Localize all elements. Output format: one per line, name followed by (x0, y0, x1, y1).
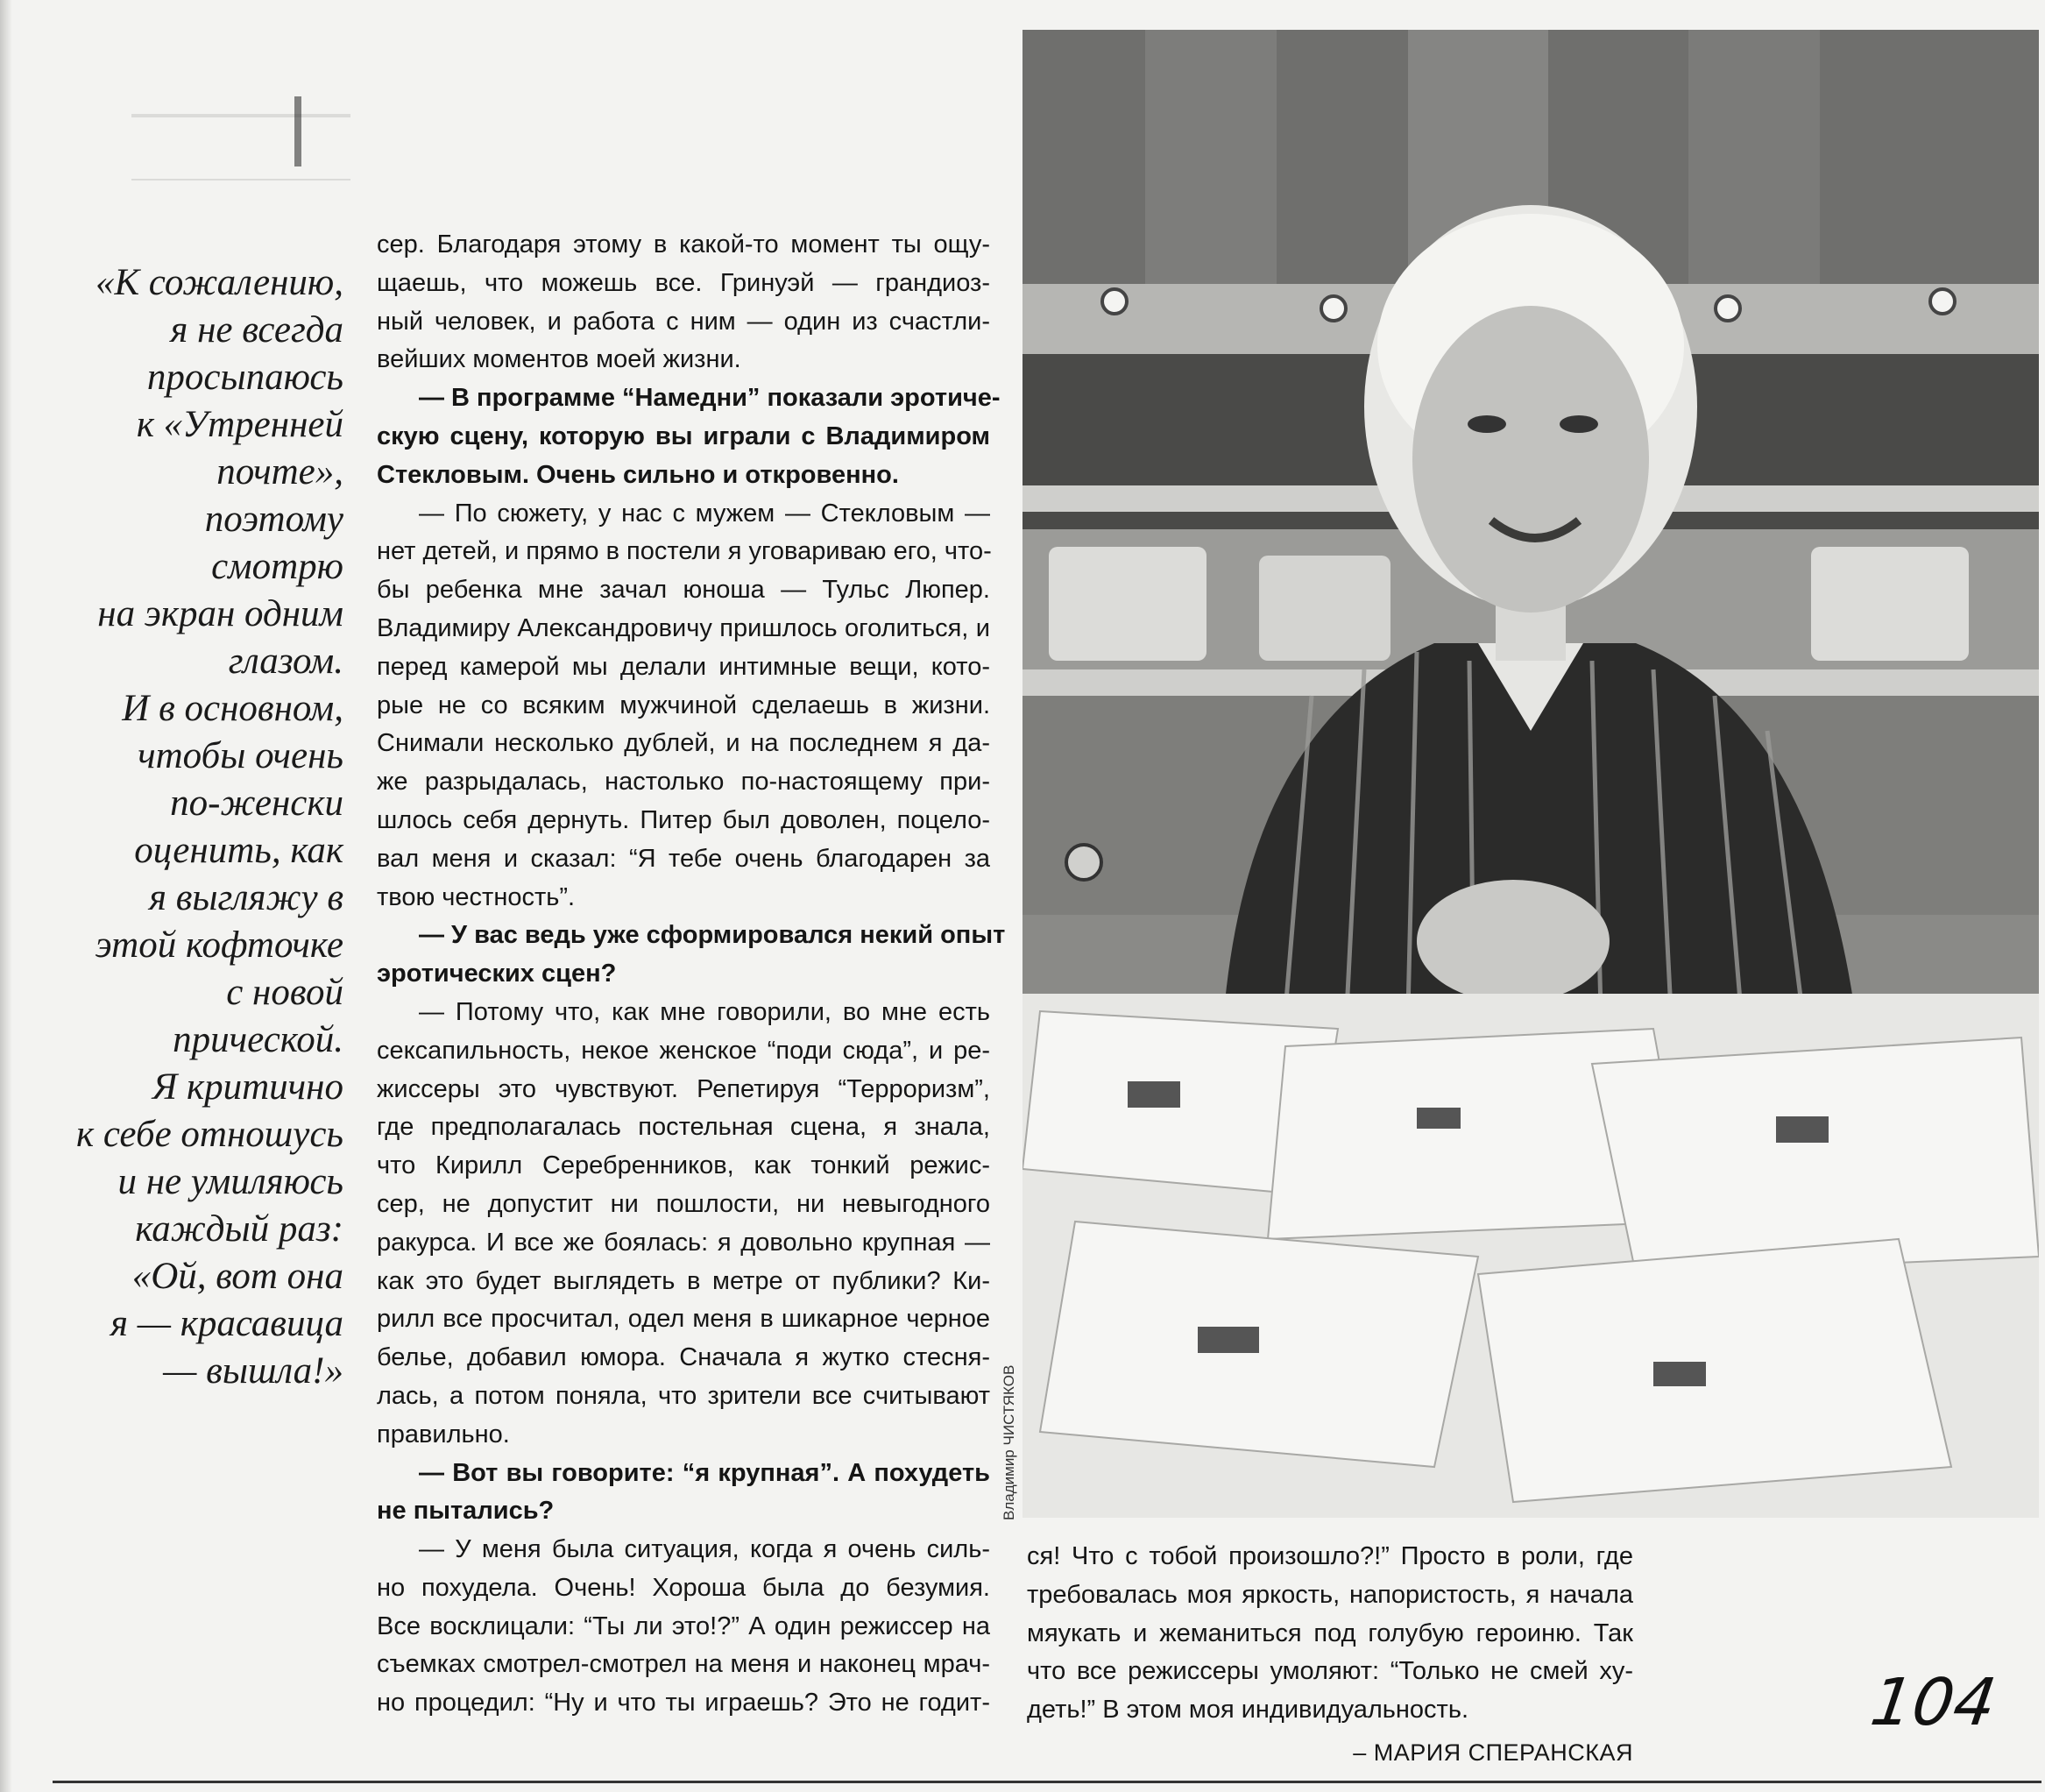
body-line: Снимали несколько дублей, и на последнем я да- (377, 729, 990, 758)
body-line: Все восклицали: “Ты ли это!?” А один режиссер на (377, 1611, 990, 1640)
body-line: сексапильность, некое женское “поди сюда”, и ре- (377, 1036, 990, 1065)
body-line: но похудела. Очень! Хороша была до безумия. (377, 1573, 990, 1602)
pull-quote-line: почте», (216, 451, 343, 492)
body-line: перед камерой мы делали интимные вещи, кото- (377, 652, 990, 681)
pull-quote-line: с новой (226, 972, 343, 1013)
pull-quote-line: к себе отношусь (76, 1114, 343, 1155)
pull-quote-line: поэтому (204, 499, 343, 540)
body-line: щаешь, что можешь все. Гринуэй — грандиоз- (377, 268, 990, 297)
body-line: что Кирилл Серебренников, как тонкий режис- (377, 1151, 990, 1180)
pull-quote-line: глазом. (228, 641, 343, 682)
body-line: ракурса. И все же боялась: я довольно крупная — (377, 1228, 990, 1257)
article-column-1 (377, 226, 1006, 1723)
body-line: бы ребенка мне зачал юноша — Тульс Люпер. (377, 576, 990, 605)
question-line: Стекловым. Очень сильно и откровенно. (377, 460, 899, 489)
question-line: — Вот вы говорите: “я крупная”. А похудеть (419, 1458, 990, 1487)
body-line: же разрыдалась, настолько по-настоящему при- (377, 768, 990, 797)
pull-quote-line: просыпаюсь (146, 357, 343, 398)
pull-quote-line: к «Утренней (136, 404, 343, 445)
body-line: нет детей, и прямо в постели я уговариваю его, что- (377, 537, 992, 566)
body-line: — По сюжету, у нас с мужем — Стекловым — (419, 499, 990, 528)
body-line: ный человек, и работа с ним — один из счастли- (377, 307, 990, 336)
question-line: скую сцену, которую вы играли с Владимиром (377, 421, 990, 450)
pull-quote-line: смотрю (211, 546, 343, 587)
body-line: рые не со всяким мужчиной сделаешь в жизни. (377, 691, 990, 719)
body-line: жиссеры это чувствуют. Репетируя “Терроризм”, (377, 1074, 990, 1103)
page-edge-shadow (0, 0, 12, 1792)
body-line: как это будет выглядеть в метре от публики? Ки- (377, 1266, 990, 1295)
pull-quote-line: этой кофточке (95, 924, 343, 966)
body-line: требовалась моя яркость, напористость, я начала (1027, 1580, 1633, 1609)
bottom-rule (53, 1781, 2041, 1783)
body-line: ся! Что с тобой произошло?!” Просто в роли, где (1027, 1542, 1633, 1570)
pull-quote-line: я не всегда (170, 309, 343, 351)
pull-quote-line: — вышла!» (163, 1350, 343, 1392)
body-line: сер, не допустит ни пошлости, ни невыгодного (377, 1189, 990, 1218)
body-line: вейших моментов моей жизни. (377, 345, 741, 374)
body-line: но процедил: “Ну и что ты играешь? Это не годит- (377, 1689, 990, 1718)
pull-quote-line: по-женски (170, 783, 343, 824)
body-line: деть!” В этом моя индивидуальность. (1027, 1696, 1469, 1725)
question-line: не пытались? (377, 1497, 555, 1526)
pull-quote-line: прической. (173, 1019, 343, 1060)
pull-quote-line: я выгляжу в (149, 877, 343, 918)
pull-quote-line: «К сожалению, (96, 262, 343, 303)
body-line: — У меня была ситуация, когда я очень силь- (419, 1535, 990, 1564)
question-line: — В программе “Намедни” показали эротиче- (419, 384, 1001, 413)
body-line: шлось себя дернуть. Питер был доволен, поцело- (377, 805, 990, 834)
body-line: что все режиссеры умоляют: “Только не смей ху- (1027, 1657, 1633, 1686)
show-through-bar (294, 96, 301, 166)
question-line: — У вас ведь уже сформировался некий опыт (419, 921, 1006, 950)
body-line: мяукать и жеманиться под голубую героиню. Так (1027, 1618, 1633, 1647)
pull-quote (53, 259, 343, 1395)
body-line: Владимиру Александровичу пришлось оголиться, и (377, 613, 990, 642)
article-column-2 (1027, 1538, 1633, 1730)
pull-quote-line: чтобы очень (138, 735, 343, 776)
pull-quote-line: И в основном, (122, 688, 343, 729)
body-line: — Потому что, как мне говорили, во мне есть (419, 997, 990, 1026)
page-number: 104 (1865, 1665, 2001, 1740)
pull-quote-line: каждый раз: (135, 1208, 343, 1250)
pull-quote-line: на экран одним (97, 593, 343, 634)
body-line: съемках смотрел-смотрел на меня и наконец мрач- (377, 1650, 990, 1679)
pull-quote-line: и не умиляюсь (117, 1161, 343, 1202)
body-line: вал меня и сказал: “Я тебе очень благодарен за (377, 844, 990, 873)
interview-photo (1022, 30, 2039, 1518)
photo-credit: Владимир ЧИСТЯКОВ (1001, 1364, 1017, 1520)
pull-quote-line: я — красавица (110, 1303, 343, 1344)
body-line: правильно. (377, 1420, 510, 1448)
body-line: где предполагалась постельная сцена, я знала, (377, 1113, 990, 1142)
pull-quote-line: «Ой, вот она (131, 1256, 343, 1297)
pull-quote-line: оценить, как (134, 830, 343, 871)
body-line: рилл все просчитал, одел меня в шикарное черное (377, 1305, 990, 1334)
show-through-artifact (131, 114, 350, 181)
body-line: лась, а потом поняла, что зрители все считывают (377, 1381, 990, 1410)
body-line: твою честность”. (377, 882, 576, 911)
question-line: эротических сцен? (377, 960, 617, 988)
body-line: сер. Благодаря этому в какой-то момент ты ощу- (377, 230, 990, 259)
body-line: белье, добавил юмора. Сначала я жутко стесня- (377, 1343, 990, 1372)
author-byline: – МАРИЯ СПЕРАНСКАЯ (1353, 1739, 1633, 1766)
pull-quote-line: Я критично (152, 1066, 343, 1108)
